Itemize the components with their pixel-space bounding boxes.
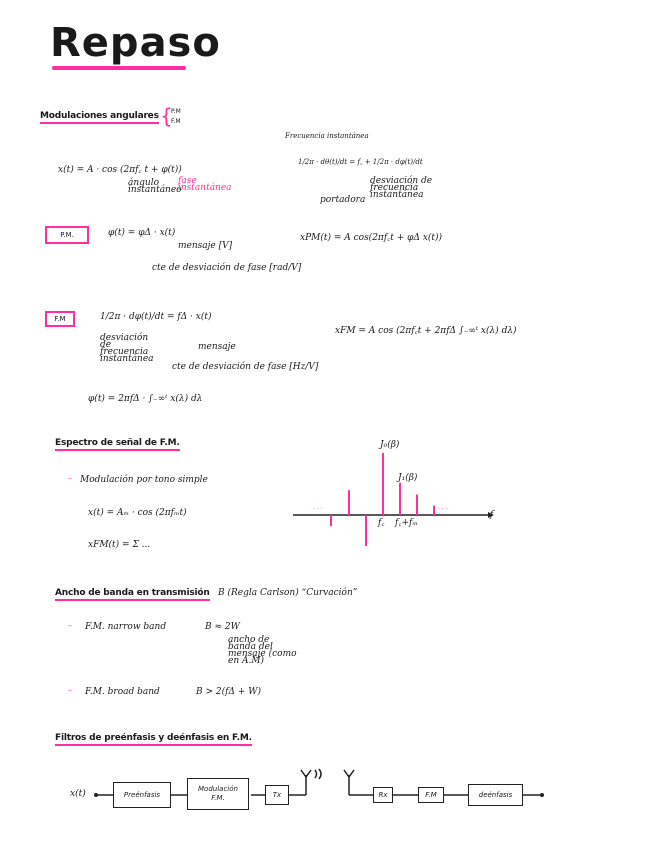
bullet-dash: – (68, 621, 72, 630)
fm-message: mensaje (198, 342, 236, 352)
bullet-dash: – (68, 686, 72, 695)
dots-right: · · · (438, 506, 448, 513)
block-fm-modulation: Modulación F.M. (187, 778, 249, 810)
narrow-band-note: ancho de banda del mensaje (como en A.M) (228, 635, 297, 666)
block-preemphasis: Preénfasis (113, 782, 171, 808)
label-fc-fm: f꜀+fₘ (395, 518, 418, 528)
narrow-band: F.M. narrow band (85, 622, 167, 632)
pm-constant: cte de desviación de fase [rad/V] (152, 263, 302, 273)
fm-eq: 1/2π · dφ(t)/dt = fΔ · x(t) (100, 312, 212, 322)
label-j1: J₁(β) (398, 473, 418, 483)
input-signal: x(t) (70, 789, 86, 799)
label-fc: f꜀ (378, 518, 385, 528)
page-title: Repaso (50, 20, 221, 66)
label-j0: J₀(β) (380, 440, 400, 450)
broad-band: F.M. broad band (85, 687, 160, 697)
inst-freq-title: Frecuencia instantánea (285, 132, 369, 140)
spectrum-bullet: Modulación por tono simple (80, 475, 208, 485)
fm-eq-phi: φ(t) = 2πfΔ · ∫₋∞ᵗ x(λ) dλ (88, 394, 203, 404)
brace-icon: { (160, 104, 173, 128)
heading-filters: Filtros de preénfasis y deénfasis en F.M. (55, 733, 252, 746)
spectrum-eq-x: x(t) = Aₘ · cos (2πfₘt) (88, 508, 187, 518)
pm-label-box: P.M. (45, 226, 89, 244)
eq-x: x(t) = A · cos (2πf꜀ t + φ(t)) (58, 165, 182, 175)
brace-item-fm: F.M (171, 118, 181, 125)
brace-item-pm: P.M (171, 108, 181, 115)
block-rx: Rx (373, 787, 393, 803)
heading-spectrum: Espectro de señal de F.M. (55, 438, 180, 451)
block-deemphasis: deénfasis (468, 784, 523, 806)
heading-angular-modulation: Modulaciones angulares (40, 111, 159, 124)
fm-label-box: F.M (45, 311, 75, 327)
fm-dev-label: desviación de frecuencia instantánea (100, 333, 154, 364)
carrier-label: portadora (320, 195, 366, 205)
dots-left: · · · (313, 506, 323, 513)
block-fm-demod: F.M (418, 787, 444, 803)
fm-constant: cte de desviación de fase [Hz/V] (172, 362, 319, 372)
block-tx: Tx (265, 785, 289, 805)
eq-freq: 1/2π · dθ(t)/dt = f꜀ + 1/2π · dφ(t)/dt (298, 158, 423, 166)
broad-band-eq: B > 2(fΔ + W) (196, 687, 261, 697)
narrow-band-eq: B ≈ 2W (205, 622, 240, 632)
carlson-rule: B (Regla Carlson) “Curvación” (218, 588, 358, 598)
bullet-dash: – (68, 474, 72, 483)
pm-message: mensaje [V] (178, 241, 233, 251)
spectrum-eq-xfm: xFM(t) = Σ ... (88, 540, 151, 550)
angle-label: ángulo instantáneo (128, 178, 182, 195)
fm-eq-x: xFM = A cos (2πf꜀t + 2πfΔ ∫₋∞ᵗ x(λ) dλ) (335, 326, 517, 336)
phase-label: fase instantánea (178, 176, 232, 193)
pm-eq: φ(t) = φΔ · x(t) (108, 228, 176, 238)
pm-eq-x: xPM(t) = A cos(2πf꜀t + φΔ x(t)) (300, 233, 443, 243)
heading-bandwidth: Ancho de banda en transmisión (55, 588, 210, 601)
dev-label: desviación de frecuencia instantánea (370, 176, 433, 200)
